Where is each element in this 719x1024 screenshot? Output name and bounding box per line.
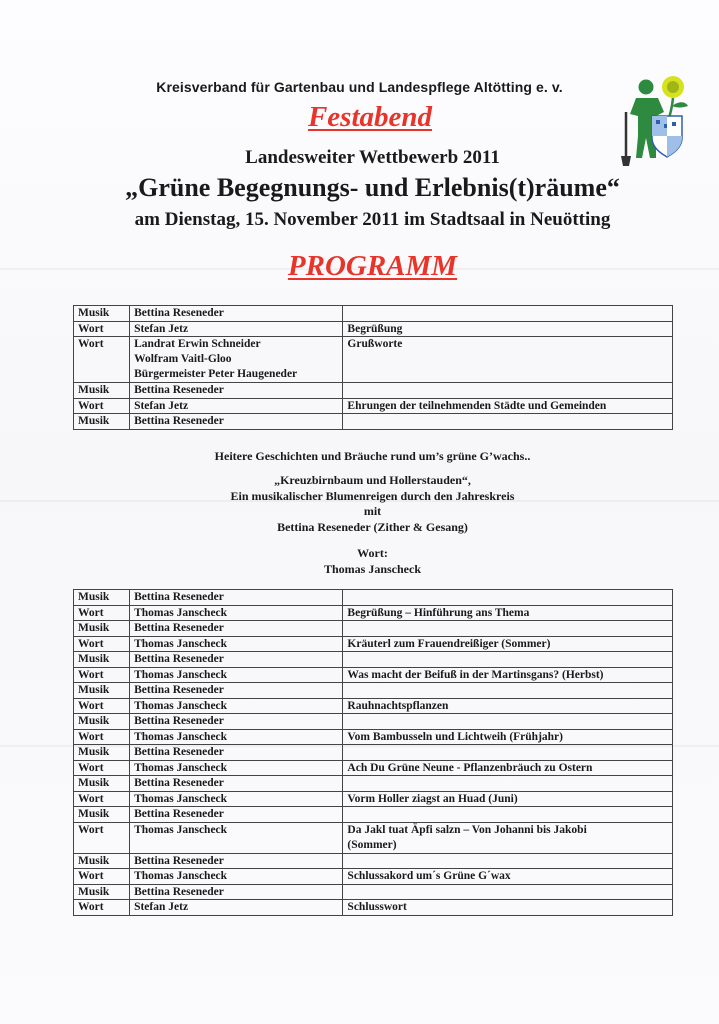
row-type: Wort [74, 337, 130, 383]
row-type: Wort [74, 321, 130, 337]
row-performer: Stefan Jetz [130, 398, 343, 414]
row-type: Wort [74, 791, 130, 807]
competition-subtitle: Landesweiter Wettbewerb 2011 [245, 147, 500, 168]
row-item: Kräuterl zum Frauendreißiger (Sommer) [343, 636, 673, 652]
row-performer: Bettina Reseneder [130, 621, 343, 637]
intro-line: Heitere Geschichten und Bräuche rund um’s grüne G’wachs.. [214, 449, 531, 463]
table-row [74, 414, 673, 430]
row-performer: Bettina Reseneder [130, 590, 343, 606]
row-type: Musik [74, 590, 130, 606]
program-heading: PROGRAMM [287, 250, 458, 282]
table-row [74, 652, 673, 668]
row-type: Wort [74, 667, 130, 683]
intro-line: „Kreuzbirnbaum und Hollerstauden“, [274, 473, 471, 487]
table-row [74, 760, 673, 776]
row-performer: Thomas Janscheck [130, 729, 343, 745]
program-table-2 [73, 589, 673, 916]
program-table-1 [73, 305, 673, 430]
table-row [74, 621, 673, 637]
intro-block-3 [0, 546, 719, 577]
table-row [74, 321, 673, 337]
row-item [343, 683, 673, 699]
row-performer: Thomas Janscheck [130, 822, 343, 853]
row-type: Musik [74, 414, 130, 430]
row-type: Musik [74, 807, 130, 823]
row-performer: Bettina Reseneder [130, 776, 343, 792]
row-type: Musik [74, 683, 130, 699]
row-performer: Bettina Reseneder [130, 714, 343, 730]
row-item: Begrüßung – Hinführung ans Thema [343, 605, 673, 621]
row-item [343, 822, 673, 853]
row-item: Grußworte [343, 337, 673, 383]
table-row [74, 729, 673, 745]
row-item [343, 383, 673, 399]
table-row [74, 900, 673, 916]
table-row [74, 698, 673, 714]
row-item: Rauhnachtspflanzen [343, 698, 673, 714]
row-item [343, 714, 673, 730]
table-row [74, 853, 673, 869]
row-performer: Thomas Janscheck [130, 869, 343, 885]
row-type: Wort [74, 822, 130, 853]
row-type: Musik [74, 306, 130, 322]
item-line: (Sommer) [347, 838, 397, 851]
row-performer [130, 337, 343, 383]
row-type: Wort [74, 900, 130, 916]
row-item [343, 414, 673, 430]
row-performer: Bettina Reseneder [130, 652, 343, 668]
row-item [343, 590, 673, 606]
intro-line: Thomas Janscheck [323, 561, 421, 576]
row-item: Schlusswort [343, 900, 673, 916]
table-row [74, 745, 673, 761]
organization-name: Kreisverband für Gartenbau und Landespflege Altötting e. v. [156, 79, 563, 95]
row-item: Was macht der Beifuß in der Martinsgans? (Herbst) [343, 667, 673, 683]
table-row [74, 822, 673, 853]
row-type: Musik [74, 884, 130, 900]
intro-line: Ein musikalischer Blumenreigen durch den Jahreskreis [230, 488, 515, 503]
intro-block-2 [0, 473, 719, 535]
table-row [74, 884, 673, 900]
event-title: Festabend [307, 101, 433, 133]
table-row [74, 791, 673, 807]
row-performer: Thomas Janscheck [130, 636, 343, 652]
row-performer: Bettina Reseneder [130, 853, 343, 869]
row-type: Musik [74, 383, 130, 399]
row-type: Musik [74, 745, 130, 761]
row-performer: Bettina Reseneder [130, 884, 343, 900]
row-performer: Stefan Jetz [130, 321, 343, 337]
row-performer: Bettina Reseneder [130, 383, 343, 399]
table-row [74, 667, 673, 683]
performer-line: Landrat Erwin Schneider [134, 338, 261, 350]
row-performer: Thomas Janscheck [130, 698, 343, 714]
row-item [343, 776, 673, 792]
table-row [74, 306, 673, 322]
row-item [343, 745, 673, 761]
row-item: Vorm Holler ziagst an Huad (Juni) [343, 791, 673, 807]
row-performer: Thomas Janscheck [130, 791, 343, 807]
row-performer: Bettina Reseneder [130, 683, 343, 699]
row-type: Musik [74, 853, 130, 869]
row-item [343, 884, 673, 900]
row-item [343, 652, 673, 668]
table-row [74, 869, 673, 885]
row-item: Schlussakord um´s Grüne G´wax [343, 869, 673, 885]
row-item [343, 853, 673, 869]
intro-line: Bettina Reseneder (Zither & Gesang) [277, 519, 468, 534]
row-type: Wort [74, 698, 130, 714]
performer-line: Wolfram Vaitl-Gloo [134, 353, 232, 365]
table-row [74, 714, 673, 730]
row-item [343, 621, 673, 637]
row-performer: Bettina Reseneder [130, 306, 343, 322]
row-item: Ehrungen der teilnehmenden Städte und Gemeinden [343, 398, 673, 414]
row-type: Wort [74, 760, 130, 776]
table-row [74, 776, 673, 792]
row-performer: Stefan Jetz [130, 900, 343, 916]
event-date-line: am Dienstag, 15. November 2011 im Stadtsaal in Neuötting [134, 209, 611, 230]
row-item: Vom Bambusseln und Lichtweih (Frühjahr) [343, 729, 673, 745]
row-type: Wort [74, 869, 130, 885]
row-item: Begrüßung [343, 321, 673, 337]
row-item [343, 807, 673, 823]
row-performer: Bettina Reseneder [130, 745, 343, 761]
row-type: Wort [74, 605, 130, 621]
performer-line: Bürgermeister Peter Haugeneder [134, 368, 298, 380]
row-type: Wort [74, 636, 130, 652]
row-type: Wort [74, 398, 130, 414]
row-performer: Bettina Reseneder [130, 414, 343, 430]
competition-theme: „Grüne Begegnungs- und Erlebnis(t)räume“ [125, 173, 620, 202]
item-line: Da Jakl tuat Äpfi salzn – Von Johanni bis Jakobi [347, 823, 587, 836]
intro-block [0, 449, 719, 465]
row-item [343, 306, 673, 322]
table-row [74, 383, 673, 399]
table-row [74, 590, 673, 606]
row-type: Musik [74, 652, 130, 668]
row-performer: Thomas Janscheck [130, 667, 343, 683]
row-type: Musik [74, 621, 130, 637]
row-performer: Bettina Reseneder [130, 807, 343, 823]
table-row [74, 636, 673, 652]
row-performer: Thomas Janscheck [130, 605, 343, 621]
table-row [74, 807, 673, 823]
row-type: Musik [74, 714, 130, 730]
table-row [74, 605, 673, 621]
row-performer: Thomas Janscheck [130, 760, 343, 776]
table-row [74, 398, 673, 414]
row-type: Wort [74, 729, 130, 745]
table-row [74, 683, 673, 699]
row-type: Musik [74, 776, 130, 792]
intro-line: Wort: [357, 546, 388, 560]
table-row [74, 337, 673, 383]
row-item: Ach Du Grüne Neune - Pflanzenbräuch zu Ostern [343, 760, 673, 776]
intro-line: mit [363, 504, 382, 518]
